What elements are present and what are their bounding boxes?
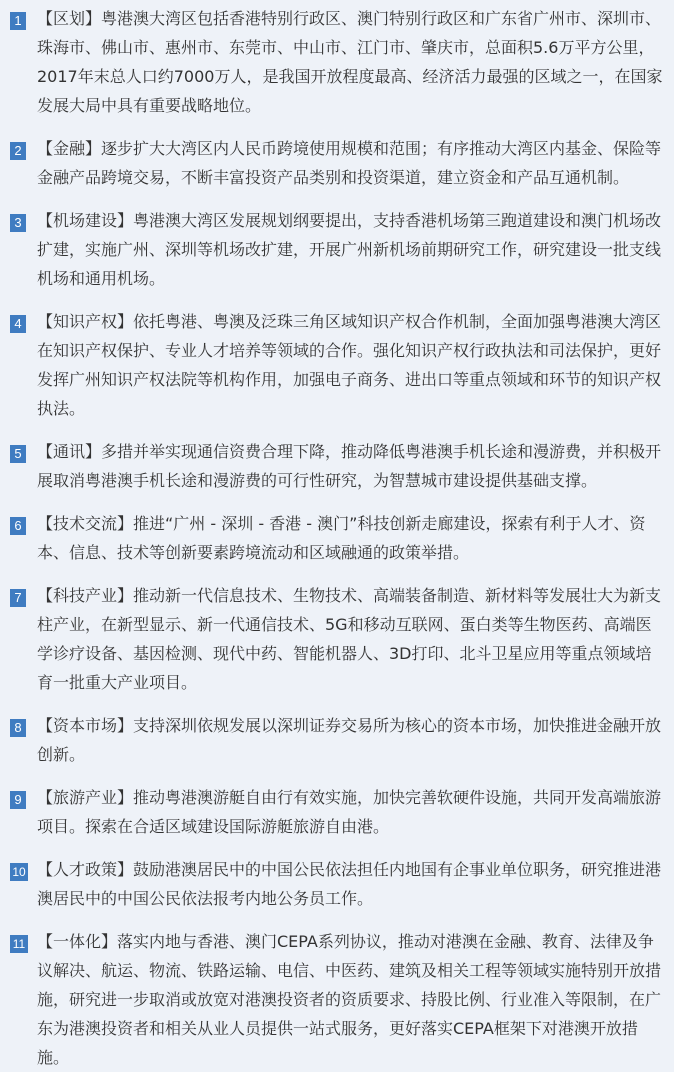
item-number-badge: 11 [10, 935, 28, 953]
item-text: 【旅游产业】推动粤港澳游艇自由行有效实施，加快完善软硬件设施，共同开发高端旅游项目。探索在合适区域建设国际游艇旅游自由港。 [37, 788, 662, 836]
item-number-badge: 5 [10, 445, 26, 463]
item-number-badge: 4 [10, 315, 26, 333]
item-text: 【金融】逐步扩大大湾区内人民币跨境使用规模和范围；有序推动大湾区内基金、保险等金融产品跨境交易，不断丰富投资产品类别和投资渠道，建立资金和产品互通机制。 [37, 139, 662, 187]
list-item-8 [10, 711, 664, 769]
list-item-3 [10, 206, 664, 293]
item-text: 【人才政策】鼓励港澳居民中的中国公民依法担任内地国有企事业单位职务，研究推进港澳居民中的中国公民依法报考内地公务员工作。 [37, 860, 662, 908]
item-text: 【技术交流】推进“广州 - 深圳 - 香港 - 澳门”科技创新走廊建设，探索有利于人才、资本、信息、技术等创新要素跨境流动和区域融通的政策举措。 [37, 514, 646, 562]
list-item-10 [10, 855, 664, 913]
item-number-badge: 7 [10, 589, 26, 607]
list-item-7 [10, 581, 664, 697]
list-item-9 [10, 783, 664, 841]
item-number-badge: 1 [10, 12, 26, 30]
list-item-11 [10, 927, 664, 1072]
item-number-badge: 9 [10, 791, 26, 809]
item-text: 【科技产业】推动新一代信息技术、生物技术、高端装备制造、新材料等发展壮大为新支柱产业，在新型显示、新一代通信技术、5G和移动互联网、蛋白类等生物医药、高端医学诊疗设备、基因检测、现代中药、智能机器人、3D打印、北斗卫星应用等重点领域培育一批重大产业项目。 [37, 586, 662, 692]
item-text: 【知识产权】依托粤港、粤澳及泛珠三角区域知识产权合作机制，全面加强粤港澳大湾区在知识产权保护、专业人才培养等领域的合作。强化知识产权行政执法和司法保护，更好发挥广州知识产权法院等机构作用，加强电子商务、进出口等重点领域和环节的知识产权执法。 [37, 312, 662, 418]
item-text: 【资本市场】支持深圳依规发展以深圳证券交易所为核心的资本市场，加快推进金融开放创新。 [37, 716, 662, 764]
item-text: 【通讯】多措并举实现通信资费合理下降，推动降低粤港澳手机长途和漫游费，并积极开展取消粤港澳手机长途和漫游费的可行性研究，为智慧城市建设提供基础支撑。 [37, 442, 662, 490]
list-item-4 [10, 307, 664, 423]
item-number-badge: 6 [10, 517, 26, 535]
list-item-2 [10, 134, 664, 192]
item-number-badge: 8 [10, 719, 26, 737]
item-text: 【区划】粤港澳大湾区包括香港特别行政区、澳门特别行政区和广东省广州市、深圳市、珠海市、佛山市、惠州市、东莞市、中山市、江门市、肇庆市，总面积5.6万平方公里，2017年末总人口约7000万人，是我国开放程度最高、经济活力最强的区域之一，在国家发展大局中具有重要战略地位。 [37, 9, 663, 115]
item-number-badge: 10 [10, 863, 28, 881]
list-item-1 [10, 4, 664, 120]
list-item-5 [10, 437, 664, 495]
item-number-badge: 3 [10, 214, 26, 232]
item-text: 【机场建设】粤港澳大湾区发展规划纲要提出，支持香港机场第三跑道建设和澳门机场改扩建，实施广州、深圳等机场改扩建，开展广州新机场前期研究工作，研究建设一批支线机场和通用机场。 [37, 211, 662, 288]
item-text: 【一体化】落实内地与香港、澳门CEPA系列协议，推动对港澳在金融、教育、法律及争议解决、航运、物流、铁路运输、电信、中医药、建筑及相关工程等领域实施特别开放措施，研究进一步取消或放宽对港澳投资者的资质要求、持股比例、行业准入等限制，在广东为港澳投资者和相关从业人员提供一站式服务，更好落实CEPA框架下对港澳开放措施。 [37, 932, 662, 1067]
list-item-6 [10, 509, 664, 567]
item-number-badge: 2 [10, 142, 26, 160]
